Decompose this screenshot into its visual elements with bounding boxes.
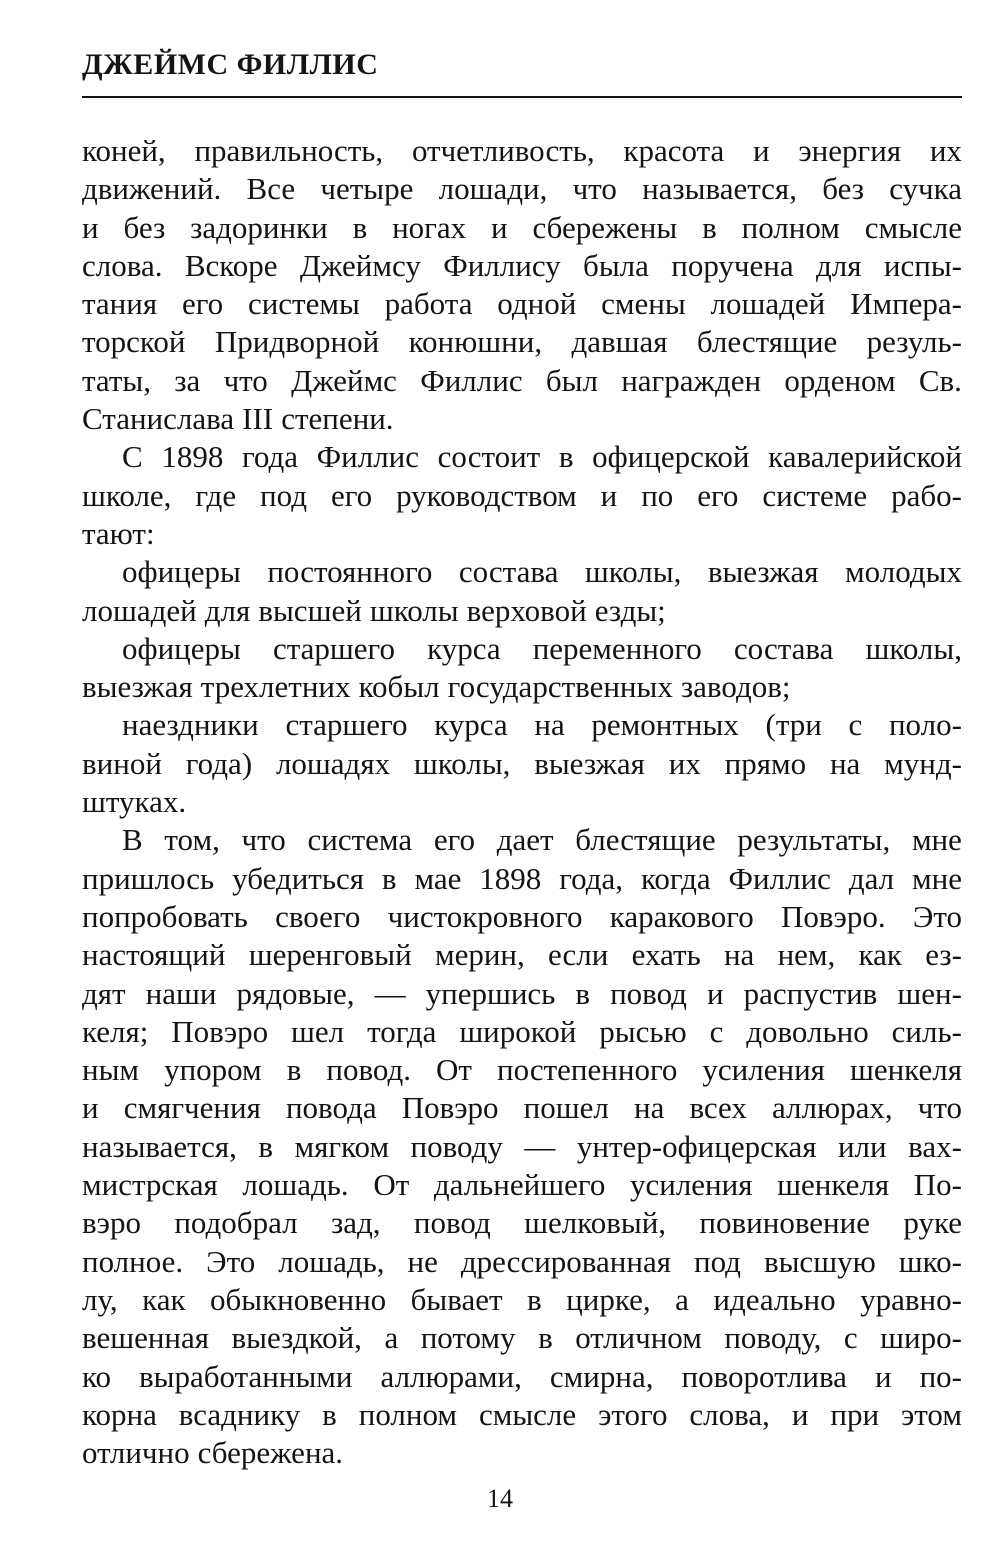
text-line: Станислава III степени.: [82, 401, 394, 437]
text-line: вэро подобрал зад, повод шелковый, повиновение руке: [82, 1205, 962, 1241]
text-line: вешенная выездкой, а потому в отличном поводу, с широ-: [82, 1320, 962, 1356]
text-line: школе, где под его руководством и по его системе рабо-: [82, 477, 962, 513]
page-number: 14: [487, 1484, 513, 1513]
text-line: попробовать своего чистокровного каракового Повэро. Это: [82, 898, 962, 934]
text-line: корна всаднику в полном смысле этого слова, и при этом: [82, 1396, 962, 1432]
text-line: движений. Все четыре лошади, что называется, без сучка: [82, 171, 962, 207]
text-line: слова. Вскоре Джеймсу Филлису была поручена для испы-: [82, 247, 962, 283]
text-line: пришлось убедиться в мае 1898 года, когда Филлис дал мне: [82, 860, 962, 896]
text-line: В том, что система его дает блестящие результаты, мне: [122, 822, 962, 858]
text-line: полное. Это лошадь, не дрессированная под высшую шко-: [82, 1243, 962, 1279]
text-line: келя; Повэро шел тогда широкой рысью с довольно силь-: [82, 1013, 962, 1049]
text-line: торской Придворной конюшни, давшая блестящие резуль-: [82, 324, 962, 360]
text-line: называется, в мягком поводу — унтер-офицерская или вах-: [82, 1128, 962, 1164]
text-line: ко выработанными аллюрами, смирна, поворотлива и по-: [82, 1358, 962, 1394]
header-rule: [82, 96, 962, 98]
text-line: дят наши рядовые, — упершись в повод и распустив шен-: [82, 975, 962, 1011]
text-line: тают:: [82, 515, 155, 551]
text-line: отлично сбережена.: [82, 1435, 344, 1471]
text-line: наездники старшего курса на ремонтных (три с поло-: [122, 707, 962, 743]
text-line: офицеры постоянного состава школы, выезжая молодых: [122, 554, 962, 590]
text-line: виной года) лошадях школы, выезжая их прямо на мунд-: [82, 745, 962, 781]
text-line: и без задоринки в ногах и сбережены в полном смысле: [82, 209, 962, 245]
text-line: С 1898 года Филлис состоит в офицерской кавалерийской: [122, 439, 962, 475]
text-line: офицеры старшего курса переменного состава школы,: [122, 630, 962, 666]
text-line: лошадей для высшей школы верховой езды;: [82, 592, 666, 628]
text-line: тания его системы работа одной смены лошадей Импера-: [82, 286, 962, 322]
text-line: коней, правильность, отчетливость, красота и энергия их: [82, 133, 962, 168]
text-line: таты, за что Джеймс Филлис был награжден орденом Св.: [82, 362, 962, 398]
text-line: штуках.: [82, 784, 187, 820]
text-line: выезжая трехлетних кобыл государственных заводов;: [82, 669, 791, 705]
text-line: лу, как обыкновенно бывает в цирке, а идеально уравно-: [82, 1281, 962, 1317]
text-line: мистрская лошадь. От дальнейшего усиления шенкеля По-: [82, 1167, 962, 1203]
running-header: ДЖЕЙМС ФИЛЛИС: [82, 48, 379, 81]
text-line: и смягчения повода Повэро пошел на всех аллюрах, что: [82, 1090, 962, 1126]
text-line: настоящий шеренговый мерин, если ехать на нем, как ез-: [82, 937, 962, 973]
text-line: ным упором в повод. От постепенного усиления шенкеля: [82, 1052, 962, 1088]
body-text: [82, 132, 962, 1472]
